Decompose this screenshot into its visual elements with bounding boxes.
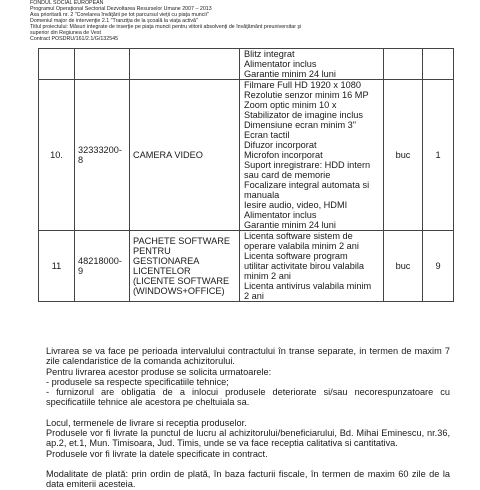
cell-unit: buc	[384, 231, 423, 302]
detail-line: Blitz integrat	[244, 49, 295, 59]
detail-line: 2 ani	[244, 291, 264, 301]
name-line: PACHETE SOFTWARE	[133, 236, 230, 246]
detail-line: utilitar activitate birou valabila	[244, 261, 365, 271]
cell-details	[240, 80, 384, 231]
requirements-intro: Pentru livrarea acestor produse se solicita urmatoarele:	[46, 366, 272, 377]
header-line: Programul Operaţional Sectorial Dezvoltarea Resurselor Umane 2007 – 2013	[30, 6, 212, 13]
cell-nr	[39, 49, 75, 80]
cell-qty: 9	[423, 231, 454, 302]
detail-line: Alimentator inclus	[244, 210, 317, 220]
cell-code: 32333200-8	[75, 80, 130, 231]
detail-line: sau card de memorie	[244, 170, 331, 180]
section-heading: Locul, termenele de livrare si receptia produselor.	[46, 417, 247, 428]
detail-line: operare valabila minim 2 ani	[244, 241, 359, 251]
detail-line: Difuzor incorporat	[244, 140, 317, 150]
document-header	[30, 0, 450, 42]
delivery-dates-paragraph: Produsele vor fi livrate la datele specificate in contract.	[46, 448, 268, 459]
cell-qty: 1	[423, 80, 454, 231]
cell-unit: buc	[384, 80, 423, 231]
header-line: FONDUL SOCIAL EUROPEAN	[30, 0, 104, 6]
detail-line: minim 2 ani	[244, 271, 291, 281]
cell-qty	[423, 49, 454, 80]
cell-name	[130, 49, 240, 80]
cell-code	[75, 49, 130, 80]
cell-details	[240, 231, 384, 302]
header-line: Axa prioritară nr. 2 "Corelarea învăţării pe tot parcursul vieţii cu piaţa muncii"	[30, 12, 209, 19]
name-line: (LICENTE SOFTWARE	[133, 276, 230, 286]
table-row-software	[39, 231, 454, 302]
cell-nr: 10.	[39, 80, 75, 231]
delivery-paragraph: Livrarea se va face pe perioada intervalului contractului în transe separate, in termen de maxim 7 zile calendaristice de la comanda achizitorului.	[46, 346, 450, 367]
detail-line: Alimentator inclus	[244, 59, 317, 69]
payment-paragraph: Modalitate de plată: prin ordin de plată, în baza facturii fiscale, în termen de maxim 60 zile de la data emiterii acesteia.	[46, 468, 450, 490]
name-line: CAMERA VIDEO	[133, 150, 203, 160]
detail-line: Licenta software program	[244, 251, 348, 261]
detail-line: Iesire audio, video, HDMI	[244, 200, 348, 210]
header-line: Contract POSDRU/161/2.1/G/132545	[30, 36, 119, 43]
name-line: LICENTELOR	[133, 266, 191, 276]
header-line: Domeniul major de intervenţie 2.1 "Tranziţia de la şcoală la viaţa activă"	[30, 18, 198, 25]
cell-details	[240, 49, 384, 80]
table-row-camera	[39, 80, 454, 231]
detail-line: Ecran tactil	[244, 130, 290, 140]
header-line: superior din Regiunea de Vest	[30, 30, 101, 37]
document-body	[46, 346, 450, 490]
detail-line: Focalizare integral automata si	[244, 180, 370, 190]
name-line: (WINDOWS+OFFICE)	[133, 286, 225, 296]
specification-table	[38, 48, 454, 302]
detail-line: Licenta antivirus valabila minim	[244, 281, 372, 291]
detail-line: Suport inregistrare: HDD intern	[244, 160, 371, 170]
delivery-location-paragraph: Produsele vor fi livrate la punctul de lucru al achizitorului/beneficiarului, Bd. Mihai Eminescu, nr.36, ap.2, et.1, Mun. Timisoara, Jud. Timis, unde se va face receptia calitativa si cantitativa.	[46, 428, 450, 449]
cell-code: 48218000-9	[75, 231, 130, 302]
cell-unit	[384, 49, 423, 80]
cell-name	[130, 231, 240, 302]
detail-line: Garantie minim 24 luni	[244, 69, 336, 79]
detail-line: Filmare Full HD 1920 x 1080	[244, 80, 361, 90]
detail-line: Rezolutie senzor minim 16 MP	[244, 90, 369, 100]
detail-line: Garantie minim 24 luni	[244, 220, 336, 230]
detail-line: Zoom optic minim 10 x	[244, 100, 337, 110]
requirement-item: - furnizorul are obligatia de a inlocui produsele deteriorate si/sau necorespunzatoare cu specificatiile tehnice ale acestora pe cheltuiala sa.	[46, 387, 450, 408]
detail-line: Stabilizator de imagine inclus	[244, 110, 363, 120]
detail-line: Licenta software sistem de	[244, 231, 353, 241]
detail-line: manuala	[244, 190, 280, 200]
requirement-item: - produsele sa respecte specificatiile tehnice;	[46, 376, 229, 387]
table-row-continuation	[39, 49, 454, 80]
cell-name	[130, 80, 240, 231]
name-line: GESTIONAREA	[133, 256, 200, 266]
detail-line: Microfon incorporat	[244, 150, 323, 160]
header-line: Titlul proiectului: Măsuri integrate de inserţie pe piaţa muncii pentru viitorii absolvenţi de învăţământ preuniversitar şi	[30, 24, 302, 31]
name-line: PENTRU	[133, 246, 171, 256]
detail-line: Dimensiune ecran minim 3"	[244, 120, 357, 130]
cell-nr: 11	[39, 231, 75, 302]
